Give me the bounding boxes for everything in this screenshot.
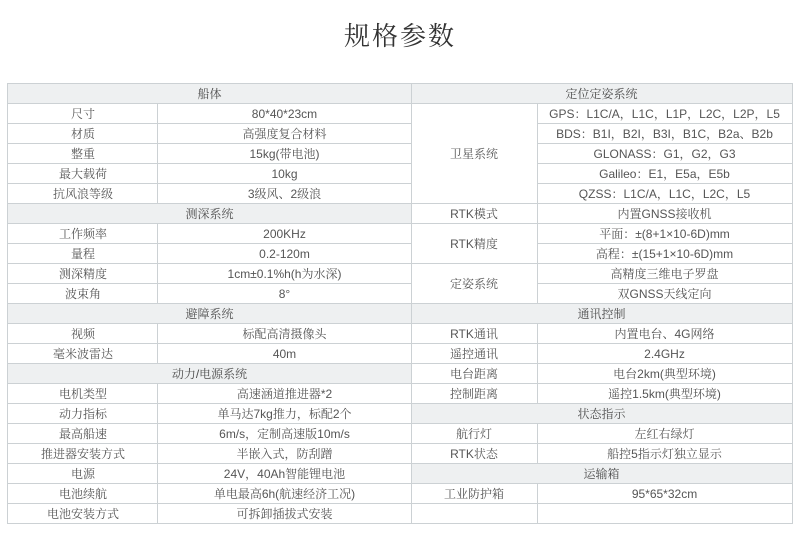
spec-value-cell: 200KHz: [158, 224, 411, 244]
table-row: [8, 404, 792, 424]
spec-label-cell: 电池续航: [8, 484, 158, 504]
spec-value-cell: 15kg(带电池): [158, 144, 411, 164]
table-row: [8, 384, 792, 404]
spec-value-cell: 内置电台、4G网络: [537, 324, 792, 344]
table-row: [8, 464, 792, 484]
spec-table: [7, 83, 792, 524]
spec-value-cell: 1cm±0.1%h(h为水深): [158, 264, 411, 284]
spec-label-cell: 材质: [8, 124, 158, 144]
spec-value-cell: 船控5指示灯独立显示: [537, 444, 792, 464]
table-row: [8, 224, 792, 244]
spec-value-cell: 高程：±(15+1×10-6D)mm: [537, 244, 792, 264]
spec-label-cell: 电池安装方式: [8, 504, 158, 524]
spec-value-cell: 电台2km(典型环境): [537, 364, 792, 384]
spec-value-cell: 10kg: [158, 164, 411, 184]
table-row: [8, 184, 792, 204]
spec-label-cell: 测深精度: [8, 264, 158, 284]
spec-label-cell: 遥控通讯: [411, 344, 537, 364]
spec-table-body: [8, 84, 792, 524]
table-row: [8, 344, 792, 364]
table-row: [8, 244, 792, 264]
spec-label-cell: 抗风浪等级: [8, 184, 158, 204]
spec-label-cell: 最大载荷: [8, 164, 158, 184]
section-header-cell: 动力/电源系统: [8, 364, 411, 384]
spec-value-cell: 内置GNSS接收机: [537, 204, 792, 224]
spec-label-cell: RTK状态: [411, 444, 537, 464]
table-row: [8, 144, 792, 164]
table-row: [8, 84, 792, 104]
spec-label-cell: RTK模式: [411, 204, 537, 224]
section-header-cell: 避障系统: [8, 304, 411, 324]
spec-label-cell: RTK精度: [411, 224, 537, 264]
spec-value-cell: 标配高清摄像头: [158, 324, 411, 344]
spec-label-cell: 最高船速: [8, 424, 158, 444]
spec-label-cell: 量程: [8, 244, 158, 264]
spec-value-cell: 双GNSS天线定向: [537, 284, 792, 304]
spec-label-cell: 工业防护箱: [411, 484, 537, 504]
spec-label-cell: 推进器安装方式: [8, 444, 158, 464]
section-header-cell: 通讯控制: [411, 304, 792, 324]
table-row: [8, 364, 792, 384]
spec-label-cell: 波束角: [8, 284, 158, 304]
spec-label-cell: 卫星系统: [411, 104, 537, 204]
spec-value-cell: 半嵌入式，防刮蹭: [158, 444, 411, 464]
page-title: 规格参数: [343, 21, 456, 51]
spec-value-cell: 40m: [158, 344, 411, 364]
section-header-cell: 测深系统: [8, 204, 411, 224]
spec-value-cell: 单电最高6h(航速经济工况): [158, 484, 411, 504]
spec-value-cell: 左红右绿灯: [537, 424, 792, 444]
spec-value-cell: 0.2-120m: [158, 244, 411, 264]
spec-label-cell: 电源: [8, 464, 158, 484]
spec-label-cell: 电机类型: [8, 384, 158, 404]
spec-value-cell: 平面：±(8+1×10-6D)mm: [537, 224, 792, 244]
spec-value-cell: 8°: [158, 284, 411, 304]
spec-label-cell: [411, 504, 537, 524]
spec-value-cell: 2.4GHz: [537, 344, 792, 364]
spec-value-cell: 高速涵道推进器*2: [158, 384, 411, 404]
table-row: [8, 164, 792, 184]
spec-label-cell: 整重: [8, 144, 158, 164]
spec-value-cell: Galileo：E1，E5a，E5b: [537, 164, 792, 184]
section-header-cell: 船体: [8, 84, 411, 104]
section-header-cell: 运输箱: [411, 464, 792, 484]
spec-label-cell: 电台距离: [411, 364, 537, 384]
table-row: [8, 284, 792, 304]
spec-value-cell: 单马达7kg推力，标配2个: [158, 404, 411, 424]
spec-value-cell: 高精度三维电子罗盘: [537, 264, 792, 284]
spec-value-cell: 3级风、2级浪: [158, 184, 411, 204]
spec-value-cell: GPS：L1C/A，L1C，L1P，L2C，L2P，L5: [537, 104, 792, 124]
spec-value-cell: BDS：B1I，B2I，B3I，B1C，B2a、B2b: [537, 124, 792, 144]
table-row: [8, 484, 792, 504]
spec-label-cell: 定姿系统: [411, 264, 537, 304]
table-row: [8, 204, 792, 224]
spec-label-cell: 工作频率: [8, 224, 158, 244]
table-row: [8, 324, 792, 344]
spec-value-cell: 95*65*32cm: [537, 484, 792, 504]
spec-label-cell: 尺寸: [8, 104, 158, 124]
spec-value-cell: [537, 504, 792, 524]
table-row: [8, 104, 792, 124]
table-row: [8, 444, 792, 464]
section-header-cell: 状态指示: [411, 404, 792, 424]
spec-value-cell: GLONASS：G1，G2，G3: [537, 144, 792, 164]
table-row: [8, 124, 792, 144]
spec-label-cell: 毫米波雷达: [8, 344, 158, 364]
table-row: [8, 304, 792, 324]
spec-label-cell: 航行灯: [411, 424, 537, 444]
table-row: [8, 424, 792, 444]
section-header-cell: 定位定姿系统: [411, 84, 792, 104]
spec-label-cell: RTK通讯: [411, 324, 537, 344]
table-row: [8, 264, 792, 284]
spec-label-cell: 控制距离: [411, 384, 537, 404]
spec-value-cell: 6m/s，定制高速版10m/s: [158, 424, 411, 444]
spec-value-cell: 24V，40Ah智能锂电池: [158, 464, 411, 484]
spec-value-cell: 80*40*23cm: [158, 104, 411, 124]
spec-label-cell: 动力指标: [8, 404, 158, 424]
spec-value-cell: 可拆卸插拔式安装: [158, 504, 411, 524]
spec-value-cell: 遥控1.5km(典型环境): [537, 384, 792, 404]
spec-label-cell: 视频: [8, 324, 158, 344]
spec-value-cell: 高强度复合材料: [158, 124, 411, 144]
spec-value-cell: QZSS：L1C/A，L1C，L2C，L5: [537, 184, 792, 204]
table-row: [8, 504, 792, 524]
